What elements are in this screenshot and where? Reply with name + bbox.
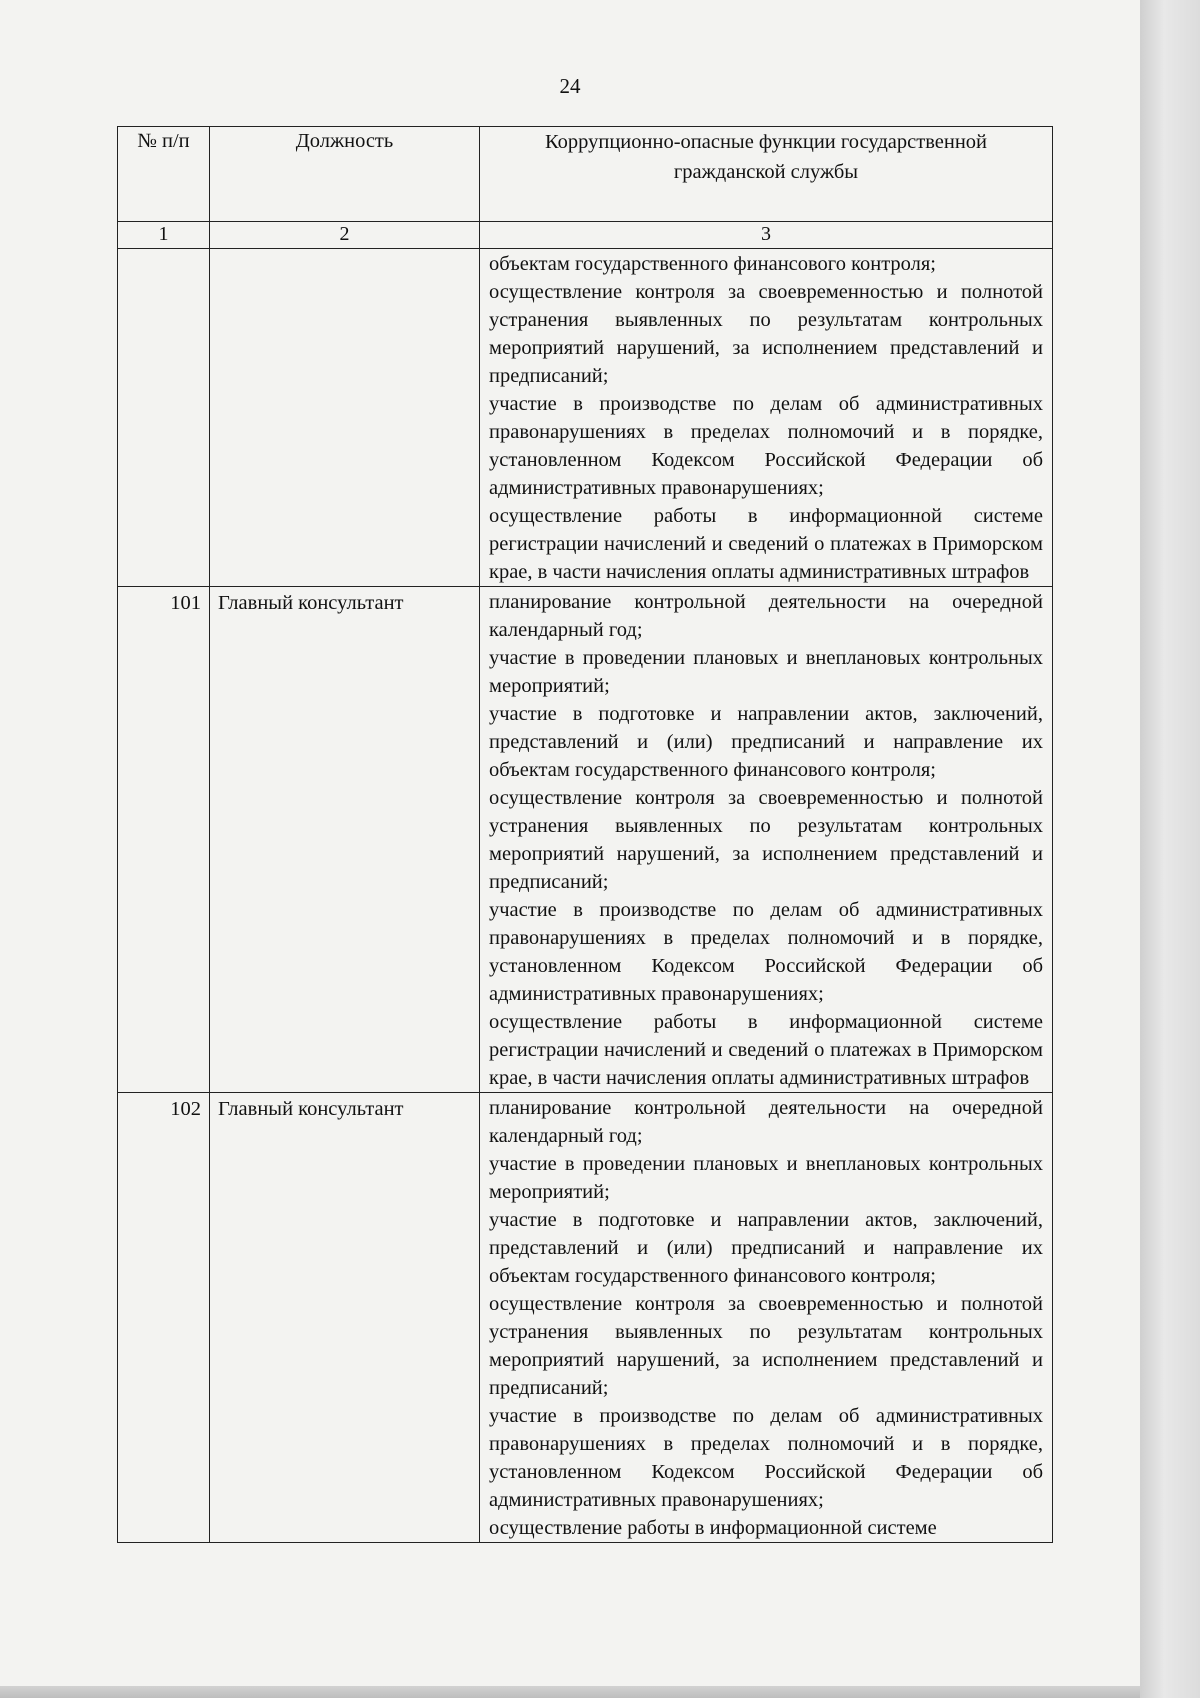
function-item: осуществление работы в информационной системе регистрации начислений и сведений о платежах в Приморском крае, в части начисления оплаты административных штрафов	[489, 1011, 1043, 1089]
row-number	[118, 249, 210, 587]
table-header-row	[118, 127, 1053, 222]
page-number: 24	[559, 74, 581, 98]
scan-right-edge	[1140, 0, 1200, 1698]
header-functions-text: Коррупционно-опасные функции государственной гражданской службы	[544, 131, 988, 183]
function-item: осуществление работы в информационной системе	[489, 1517, 937, 1539]
row-functions	[480, 1093, 1053, 1543]
row-position: Главный консультант	[210, 587, 480, 1093]
function-item: участие в производстве по делам об административных правонарушениях в пределах полномочий и в порядке, установленном Кодексом Российской Федерации об административных правонарушениях;	[489, 899, 1043, 1005]
function-item: планирование контрольной деятельности на очередной календарный год;	[489, 1097, 1043, 1147]
table-row	[118, 1093, 1053, 1543]
function-item: участие в проведении плановых и внеплановых контрольных мероприятий;	[489, 647, 1043, 697]
function-item: осуществление работы в информационной системе регистрации начислений и сведений о платежах в Приморском крае, в части начисления оплаты административных штрафов	[489, 505, 1043, 583]
scan-bottom-edge	[0, 1686, 1140, 1698]
function-item: участие в подготовке и направлении актов, заключений, представлений и (или) предписаний и направление их объектам государственного финансового контроля;	[489, 1209, 1043, 1287]
header-functions	[480, 127, 1053, 222]
function-item: осуществление контроля за своевременностью и полнотой устранения выявленных по результатам контрольных мероприятий нарушений, за исполнением представлений и предписаний;	[489, 281, 1043, 387]
column-numbers-row	[118, 222, 1053, 249]
table-body	[118, 249, 1053, 1543]
function-item: участие в проведении плановых и внеплановых контрольных мероприятий;	[489, 1153, 1043, 1203]
row-number: 102	[118, 1093, 210, 1543]
function-item: объектам государственного финансового контроля;	[489, 253, 937, 275]
function-item: планирование контрольной деятельности на очередной календарный год;	[489, 591, 1043, 641]
table-row	[118, 249, 1053, 587]
function-item: участие в подготовке и направлении актов, заключений, представлений и (или) предписаний и направление их объектам государственного финансового контроля;	[489, 703, 1043, 781]
corruption-functions-table	[117, 126, 1053, 1543]
header-num: № п/п	[118, 127, 210, 222]
column-number-3: 3	[480, 222, 1053, 249]
function-item: осуществление контроля за своевременностью и полнотой устранения выявленных по результатам контрольных мероприятий нарушений, за исполнением представлений и предписаний;	[489, 1293, 1043, 1399]
header-position: Должность	[210, 127, 480, 222]
row-number: 101	[118, 587, 210, 1093]
table-row	[118, 587, 1053, 1093]
column-number-1: 1	[118, 222, 210, 249]
function-item: осуществление контроля за своевременностью и полнотой устранения выявленных по результатам контрольных мероприятий нарушений, за исполнением представлений и предписаний;	[489, 787, 1043, 893]
column-number-2: 2	[210, 222, 480, 249]
row-position: Главный консультант	[210, 1093, 480, 1543]
row-functions	[480, 249, 1053, 587]
function-item: участие в производстве по делам об административных правонарушениях в пределах полномочий и в порядке, установленном Кодексом Российской Федерации об административных правонарушениях;	[489, 1405, 1043, 1511]
row-functions	[480, 587, 1053, 1093]
row-position	[210, 249, 480, 587]
function-item: участие в производстве по делам об административных правонарушениях в пределах полномочий и в порядке, установленном Кодексом Российской Федерации об административных правонарушениях;	[489, 393, 1043, 499]
